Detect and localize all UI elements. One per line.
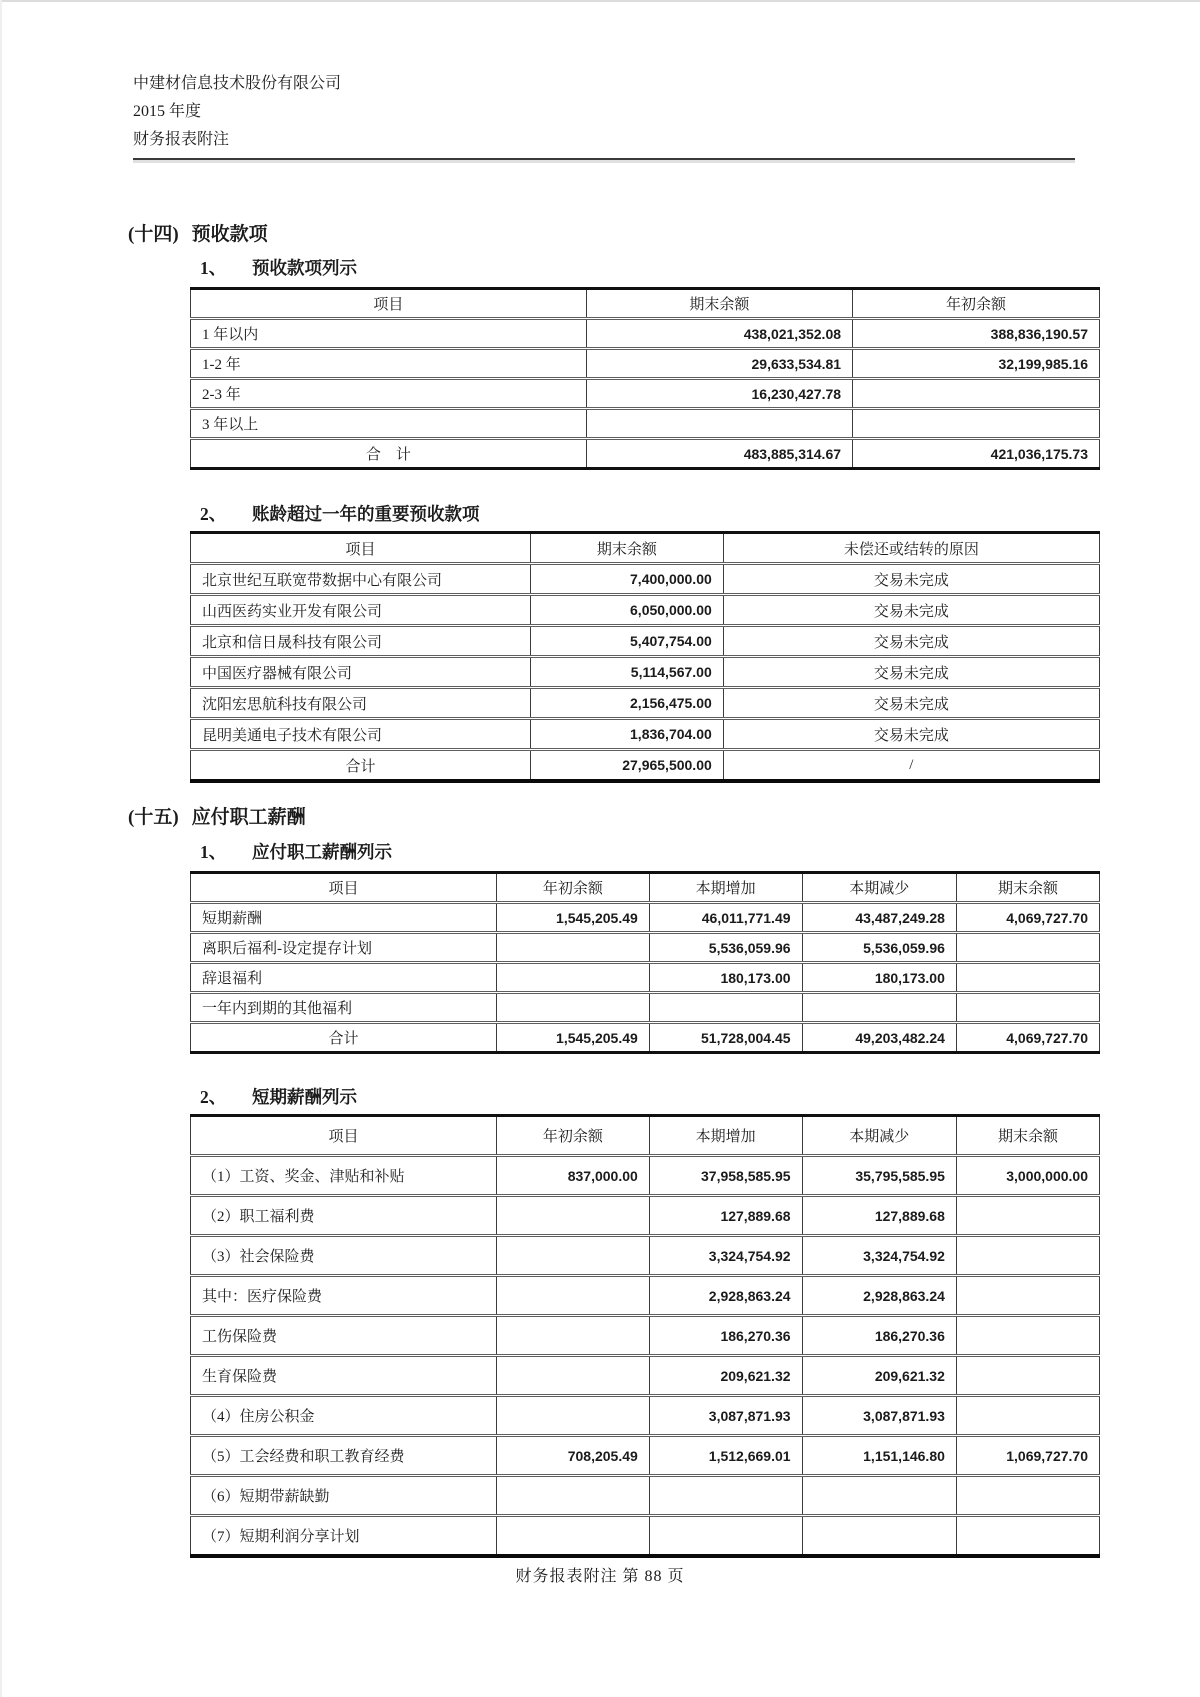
total-label: 合 计 <box>191 439 587 469</box>
page-footer <box>0 1563 1200 1586</box>
table-cell <box>956 1396 1099 1436</box>
section-15-heading <box>128 802 306 829</box>
table-cell: 2,156,475.00 <box>530 688 723 719</box>
column-header: 本期增加 <box>649 1116 802 1156</box>
total-row <box>191 1023 1100 1053</box>
table-row <box>191 933 1100 963</box>
table-cell: 3,087,871.93 <box>649 1396 802 1436</box>
table-cell: （5）工会经费和职工教育经费 <box>191 1436 497 1476</box>
table-cell <box>956 963 1099 993</box>
table-cell: 一年内到期的其他福利 <box>191 993 497 1023</box>
document-header <box>133 70 1075 160</box>
table-cell: 46,011,771.49 <box>649 903 802 933</box>
table-cell: 388,836,190.57 <box>853 319 1100 349</box>
table-cell <box>956 1316 1099 1356</box>
table-cell <box>853 379 1100 409</box>
table-cell: 1 年以内 <box>191 319 587 349</box>
table-cell <box>802 993 956 1023</box>
column-header: 本期增加 <box>649 873 802 903</box>
table-cell: （7）短期利润分享计划 <box>191 1516 497 1557</box>
table-row <box>191 319 1100 349</box>
section-14-title: 预收款项 <box>191 224 268 245</box>
table-cell <box>497 933 650 963</box>
subsection-15-1-number: 1、 <box>200 842 227 862</box>
advance-receipts-aging-table-wrapper <box>190 287 1100 470</box>
table-cell: 辞退福利 <box>191 963 497 993</box>
table-row <box>191 1436 1100 1476</box>
table-row <box>191 349 1100 379</box>
table-cell: 127,889.68 <box>802 1196 956 1236</box>
table-cell <box>853 409 1100 439</box>
table-row <box>191 1356 1100 1396</box>
table-cell: 209,621.32 <box>802 1356 956 1396</box>
table-cell: 4,069,727.70 <box>956 903 1099 933</box>
total-row <box>191 750 1100 782</box>
table-cell <box>497 1276 650 1316</box>
table-cell <box>497 993 650 1023</box>
table-cell <box>956 1356 1099 1396</box>
company-name: 中建材信息技术股份有限公司 <box>133 75 342 92</box>
table-cell <box>956 1476 1099 1516</box>
table-cell: 127,889.68 <box>649 1196 802 1236</box>
table-cell: 6,050,000.00 <box>530 595 723 626</box>
table-cell: 工伤保险费 <box>191 1316 497 1356</box>
table-cell: 1,836,704.00 <box>530 719 723 750</box>
table-row <box>191 1156 1100 1196</box>
table-cell: 交易未完成 <box>723 626 1099 657</box>
table-row <box>191 1476 1100 1516</box>
table-cell <box>497 1316 650 1356</box>
column-header: 项目 <box>191 533 531 564</box>
column-header: 期末余额 <box>956 1116 1099 1156</box>
significant-advance-receipts-table-wrapper <box>190 531 1100 783</box>
scan-edge-left <box>0 0 2 1697</box>
table-cell <box>497 1396 650 1436</box>
table-cell: （3）社会保险费 <box>191 1236 497 1276</box>
column-header: 项目 <box>191 1116 497 1156</box>
table-cell <box>497 1356 650 1396</box>
table-cell <box>497 1516 650 1557</box>
table-cell: （6）短期带薪缺勤 <box>191 1476 497 1516</box>
scan-edge-top <box>0 0 1200 2</box>
table-cell <box>956 1236 1099 1276</box>
table-cell <box>497 1476 650 1516</box>
subsection-15-2-title: 短期薪酬列示 <box>252 1087 357 1107</box>
table-cell: 其中：医疗保险费 <box>191 1276 497 1316</box>
table-cell: 1,512,669.01 <box>649 1436 802 1476</box>
table-row <box>191 1516 1100 1557</box>
table-cell <box>956 1276 1099 1316</box>
table-row <box>191 564 1100 595</box>
table-cell <box>497 963 650 993</box>
table-cell: 昆明美通电子技术有限公司 <box>191 719 531 750</box>
footer-page-label: 财务报表附注 第 88 页 <box>515 1568 685 1585</box>
column-header: 未偿还或结转的原因 <box>723 533 1099 564</box>
table-row <box>191 688 1100 719</box>
table-cell: 2,928,863.24 <box>802 1276 956 1316</box>
employee-compensation-table <box>190 871 1100 1054</box>
table-cell <box>956 1196 1099 1236</box>
table-cell: 43,487,249.28 <box>802 903 956 933</box>
table-cell: 35,795,585.95 <box>802 1156 956 1196</box>
report-year: 2015 年度 <box>133 103 202 120</box>
table-row <box>191 379 1100 409</box>
total-label: 合计 <box>191 1023 497 1053</box>
table-cell: 5,407,754.00 <box>530 626 723 657</box>
table-cell: 186,270.36 <box>649 1316 802 1356</box>
section-14-heading <box>128 219 268 246</box>
significant-advance-receipts-table <box>190 531 1100 783</box>
table-cell: 5,536,059.96 <box>649 933 802 963</box>
total-cell: 4,069,727.70 <box>956 1023 1099 1053</box>
employee-compensation-table-wrapper <box>190 871 1100 1054</box>
table-cell: 180,173.00 <box>649 963 802 993</box>
table-cell: 1,545,205.49 <box>497 903 650 933</box>
table-cell: 北京世纪互联宽带数据中心有限公司 <box>191 564 531 595</box>
table-cell: 37,958,585.95 <box>649 1156 802 1196</box>
total-label: 合计 <box>191 750 531 782</box>
table-cell <box>497 1236 650 1276</box>
subsection-14-1-title: 预收款项列示 <box>252 258 357 278</box>
column-header: 项目 <box>191 873 497 903</box>
table-row <box>191 595 1100 626</box>
table-cell: 32,199,985.16 <box>853 349 1100 379</box>
table-cell: 3,087,871.93 <box>802 1396 956 1436</box>
table-cell: 沈阳宏思航科技有限公司 <box>191 688 531 719</box>
total-cell: / <box>723 750 1099 782</box>
table-cell: 1,069,727.70 <box>956 1436 1099 1476</box>
table-cell: 交易未完成 <box>723 657 1099 688</box>
table-cell: 短期薪酬 <box>191 903 497 933</box>
table-row <box>191 1276 1100 1316</box>
table-cell: （1）工资、奖金、津贴和补贴 <box>191 1156 497 1196</box>
column-header: 本期减少 <box>802 1116 956 1156</box>
total-cell: 51,728,004.45 <box>649 1023 802 1053</box>
table-row <box>191 993 1100 1023</box>
table-row <box>191 963 1100 993</box>
subsection-15-1-heading <box>200 839 392 864</box>
table-cell: 1,151,146.80 <box>802 1436 956 1476</box>
table-row <box>191 1236 1100 1276</box>
table-row <box>191 409 1100 439</box>
advance-receipts-aging-table <box>190 287 1100 470</box>
column-header: 期末余额 <box>530 533 723 564</box>
table-cell: 5,114,567.00 <box>530 657 723 688</box>
short-term-compensation-table-wrapper <box>190 1114 1100 1558</box>
column-header: 项目 <box>191 289 587 319</box>
table-cell <box>802 1476 956 1516</box>
column-header: 期末余额 <box>586 289 852 319</box>
table-cell: 1-2 年 <box>191 349 587 379</box>
table-cell: 山西医药实业开发有限公司 <box>191 595 531 626</box>
table-cell: 186,270.36 <box>802 1316 956 1356</box>
table-cell <box>956 993 1099 1023</box>
table-cell: 5,536,059.96 <box>802 933 956 963</box>
column-header: 本期减少 <box>802 873 956 903</box>
total-cell: 1,545,205.49 <box>497 1023 650 1053</box>
table-row <box>191 1316 1100 1356</box>
table-cell: 交易未完成 <box>723 688 1099 719</box>
table-cell: 29,633,534.81 <box>586 349 852 379</box>
column-header: 年初余额 <box>497 873 650 903</box>
section-15-title: 应付职工薪酬 <box>191 807 306 828</box>
total-cell: 483,885,314.67 <box>586 439 852 469</box>
subsection-14-1-number: 1、 <box>200 258 227 278</box>
total-cell: 49,203,482.24 <box>802 1023 956 1053</box>
short-term-compensation-table <box>190 1114 1100 1558</box>
table-header-row <box>191 289 1100 319</box>
table-cell <box>649 1516 802 1557</box>
table-row <box>191 1396 1100 1436</box>
table-cell: 交易未完成 <box>723 564 1099 595</box>
table-cell: 209,621.32 <box>649 1356 802 1396</box>
table-cell: 3,000,000.00 <box>956 1156 1099 1196</box>
table-cell <box>586 409 852 439</box>
table-cell: 2-3 年 <box>191 379 587 409</box>
table-cell <box>649 1476 802 1516</box>
table-row <box>191 1196 1100 1236</box>
section-15-number: (十五) <box>128 807 179 828</box>
subsection-14-1-heading <box>200 255 357 280</box>
subsection-14-2-number: 2、 <box>200 504 227 524</box>
table-cell <box>956 1516 1099 1557</box>
table-cell: （2）职工福利费 <box>191 1196 497 1236</box>
table-cell: 中国医疗器械有限公司 <box>191 657 531 688</box>
table-row <box>191 657 1100 688</box>
table-cell: 3,324,754.92 <box>802 1236 956 1276</box>
table-cell: 7,400,000.00 <box>530 564 723 595</box>
table-cell <box>497 1196 650 1236</box>
table-cell: 交易未完成 <box>723 719 1099 750</box>
document-title: 财务报表附注 <box>133 131 230 148</box>
subsection-14-2-title: 账龄超过一年的重要预收款项 <box>252 504 480 524</box>
subsection-15-2-heading <box>200 1084 357 1109</box>
table-header-row <box>191 1116 1100 1156</box>
total-cell: 27,965,500.00 <box>530 750 723 782</box>
total-row <box>191 439 1100 469</box>
column-header: 年初余额 <box>853 289 1100 319</box>
table-header-row <box>191 533 1100 564</box>
table-cell: 16,230,427.78 <box>586 379 852 409</box>
table-cell: 3 年以上 <box>191 409 587 439</box>
table-cell: （4）住房公积金 <box>191 1396 497 1436</box>
table-row <box>191 903 1100 933</box>
table-cell: 708,205.49 <box>497 1436 650 1476</box>
table-header-row <box>191 873 1100 903</box>
subsection-14-2-heading <box>200 501 480 526</box>
subsection-15-2-number: 2、 <box>200 1087 227 1107</box>
table-cell: 837,000.00 <box>497 1156 650 1196</box>
subsection-15-1-title: 应付职工薪酬列示 <box>252 842 392 862</box>
table-cell: 438,021,352.08 <box>586 319 852 349</box>
table-cell: 交易未完成 <box>723 595 1099 626</box>
table-cell: 离职后福利-设定提存计划 <box>191 933 497 963</box>
table-cell <box>649 993 802 1023</box>
table-cell: 2,928,863.24 <box>649 1276 802 1316</box>
table-cell: 生育保险费 <box>191 1356 497 1396</box>
column-header: 年初余额 <box>497 1116 650 1156</box>
table-cell: 北京和信日晟科技有限公司 <box>191 626 531 657</box>
table-cell: 3,324,754.92 <box>649 1236 802 1276</box>
table-row <box>191 719 1100 750</box>
table-cell: 180,173.00 <box>802 963 956 993</box>
column-header: 期末余额 <box>956 873 1099 903</box>
table-cell <box>956 933 1099 963</box>
section-14-number: (十四) <box>128 224 179 245</box>
total-cell: 421,036,175.73 <box>853 439 1100 469</box>
table-cell <box>802 1516 956 1557</box>
table-row <box>191 626 1100 657</box>
